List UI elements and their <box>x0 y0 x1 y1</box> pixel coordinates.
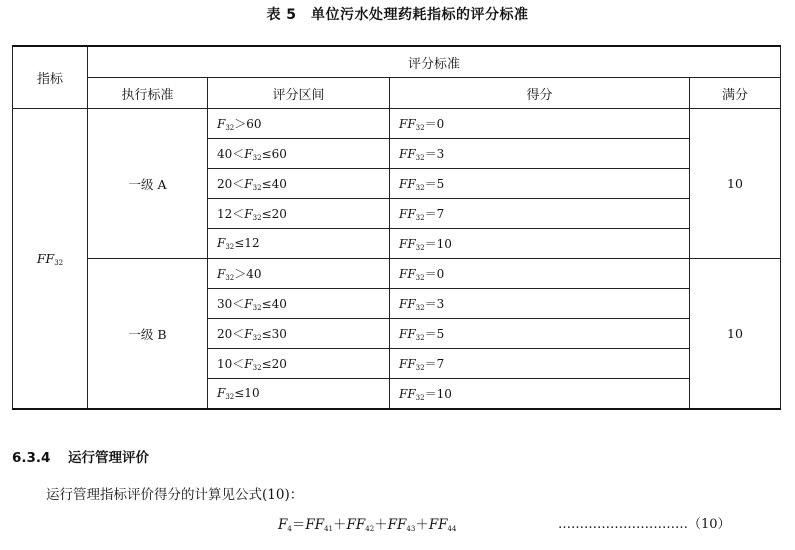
range-prefix: 40＜ <box>217 147 245 161</box>
range-var: F <box>217 117 226 131</box>
range-sub: 32 <box>225 124 235 132</box>
formula-term-var: FF <box>428 517 448 533</box>
range-var: F <box>217 236 226 250</box>
range-suffix: ＞60 <box>234 117 262 131</box>
score-var: FF <box>399 387 416 401</box>
score-var: FF <box>399 327 416 341</box>
formula-term-sub: 43 <box>406 525 416 533</box>
range-suffix: ≤60 <box>261 147 287 161</box>
range-sub: 32 <box>225 274 235 282</box>
score-value: ＝7 <box>424 207 445 221</box>
score-cell <box>390 379 690 410</box>
score-var: FF <box>399 177 416 191</box>
score-value: ＝7 <box>424 357 445 371</box>
score-value: ＝3 <box>424 147 445 161</box>
score-cell <box>390 139 690 169</box>
table-body <box>13 109 781 410</box>
formula-term-var: FF <box>346 517 366 533</box>
range-suffix: ≤20 <box>261 357 287 371</box>
formula-term-sub: 44 <box>447 525 457 533</box>
range-var: F <box>244 357 253 371</box>
range-cell <box>208 379 390 410</box>
range-sub: 32 <box>252 184 262 192</box>
score-sub: 32 <box>415 304 425 312</box>
range-var: F <box>244 177 253 191</box>
score-cell <box>390 229 690 259</box>
score-cell <box>390 109 690 139</box>
range-suffix: ＞40 <box>234 267 262 281</box>
range-cell <box>208 169 390 199</box>
score-sub: 32 <box>415 334 425 342</box>
range-cell <box>208 109 390 139</box>
range-prefix: 12＜ <box>217 207 245 221</box>
formula-term-sub: 42 <box>365 525 375 533</box>
score-value: ＝5 <box>424 177 445 191</box>
formula <box>278 513 456 533</box>
full-score-cell: 10 <box>690 259 781 410</box>
range-sub: 32 <box>225 393 235 401</box>
range-cell <box>208 319 390 349</box>
range-sub: 32 <box>252 214 262 222</box>
score-var: FF <box>399 297 416 311</box>
range-sub: 32 <box>225 243 235 251</box>
range-sub: 32 <box>252 334 262 342</box>
score-cell <box>390 259 690 289</box>
score-cell <box>390 349 690 379</box>
header-scoring-standard: 评分标准 <box>88 46 781 78</box>
range-suffix: ≤30 <box>261 327 287 341</box>
scoring-table <box>12 45 781 410</box>
range-cell <box>208 139 390 169</box>
range-cell <box>208 259 390 289</box>
range-cell <box>208 199 390 229</box>
score-value: ＝5 <box>424 327 445 341</box>
table-row <box>13 109 781 139</box>
range-prefix: 20＜ <box>217 177 245 191</box>
standard-cell: 一级 A <box>88 109 208 259</box>
header-full-score: 满分 <box>690 78 781 109</box>
range-var: F <box>244 207 253 221</box>
formula-term-var: FF <box>305 517 325 533</box>
range-var: F <box>217 267 226 281</box>
score-sub: 32 <box>415 214 425 222</box>
indicator-var: FF <box>36 250 55 266</box>
header-range: 评分区间 <box>208 78 390 109</box>
score-value: ＝10 <box>424 387 452 401</box>
standard-cell: 一级 B <box>88 259 208 410</box>
range-var: F <box>217 386 226 400</box>
header-indicator: 指标 <box>13 46 88 109</box>
score-cell <box>390 289 690 319</box>
formula-eq: ＝ <box>291 517 306 533</box>
score-sub: 32 <box>415 154 425 162</box>
section-number: 6.3.4 <box>12 450 51 466</box>
range-var: F <box>244 327 253 341</box>
score-cell <box>390 169 690 199</box>
paragraph-text: 运行管理指标评价得分的计算见公式(10)： <box>46 487 304 503</box>
table-row <box>13 259 781 289</box>
range-sub: 32 <box>252 364 262 372</box>
range-suffix: ≤12 <box>234 236 260 250</box>
range-suffix: ≤20 <box>261 207 287 221</box>
score-sub: 32 <box>415 124 425 132</box>
section-heading <box>12 446 149 466</box>
formula-lhs-sub: 4 <box>287 525 292 533</box>
formula-plus: ＋ <box>333 517 347 533</box>
formula-term-var: FF <box>387 517 407 533</box>
score-sub: 32 <box>415 184 425 192</box>
range-cell <box>208 229 390 259</box>
score-value: ＝0 <box>424 117 445 131</box>
score-sub: 32 <box>415 364 425 372</box>
score-cell <box>390 319 690 349</box>
formula-term-sub: 41 <box>324 525 333 533</box>
range-var: F <box>244 147 253 161</box>
score-var: FF <box>399 147 416 161</box>
score-var: FF <box>399 267 416 281</box>
range-suffix: ≤10 <box>234 386 260 400</box>
range-sub: 32 <box>252 154 262 162</box>
formula-plus: ＋ <box>415 517 429 533</box>
header-standard: 执行标准 <box>88 78 208 109</box>
score-var: FF <box>399 237 416 251</box>
formula-label: （10） <box>688 517 731 532</box>
formula-plus: ＋ <box>374 517 388 533</box>
full-score-cell: 10 <box>690 109 781 259</box>
range-cell <box>208 289 390 319</box>
score-cell <box>390 199 690 229</box>
range-suffix: ≤40 <box>261 177 287 191</box>
range-cell <box>208 349 390 379</box>
score-var: FF <box>399 207 416 221</box>
score-value: ＝0 <box>424 267 445 281</box>
section-title: 运行管理评价 <box>68 450 149 466</box>
formula-dots: ………………………… <box>558 517 688 532</box>
score-var: FF <box>399 357 416 371</box>
formula-number <box>558 513 731 532</box>
range-prefix: 30＜ <box>217 297 245 311</box>
range-sub: 32 <box>252 304 262 312</box>
score-sub: 32 <box>415 394 425 402</box>
score-var: FF <box>399 117 416 131</box>
score-sub: 32 <box>415 244 425 252</box>
formula-lhs-var: F <box>278 517 288 533</box>
indicator-cell <box>13 109 88 410</box>
score-value: ＝10 <box>424 237 452 251</box>
range-prefix: 10＜ <box>217 357 245 371</box>
table-title: 表 5 单位污水处理药耗指标的评分标准 <box>266 7 529 23</box>
score-sub: 32 <box>415 274 425 282</box>
range-prefix: 20＜ <box>217 327 245 341</box>
range-suffix: ≤40 <box>261 297 287 311</box>
header-score: 得分 <box>390 78 690 109</box>
range-var: F <box>244 297 253 311</box>
indicator-sub: 32 <box>54 258 64 267</box>
score-value: ＝3 <box>424 297 445 311</box>
